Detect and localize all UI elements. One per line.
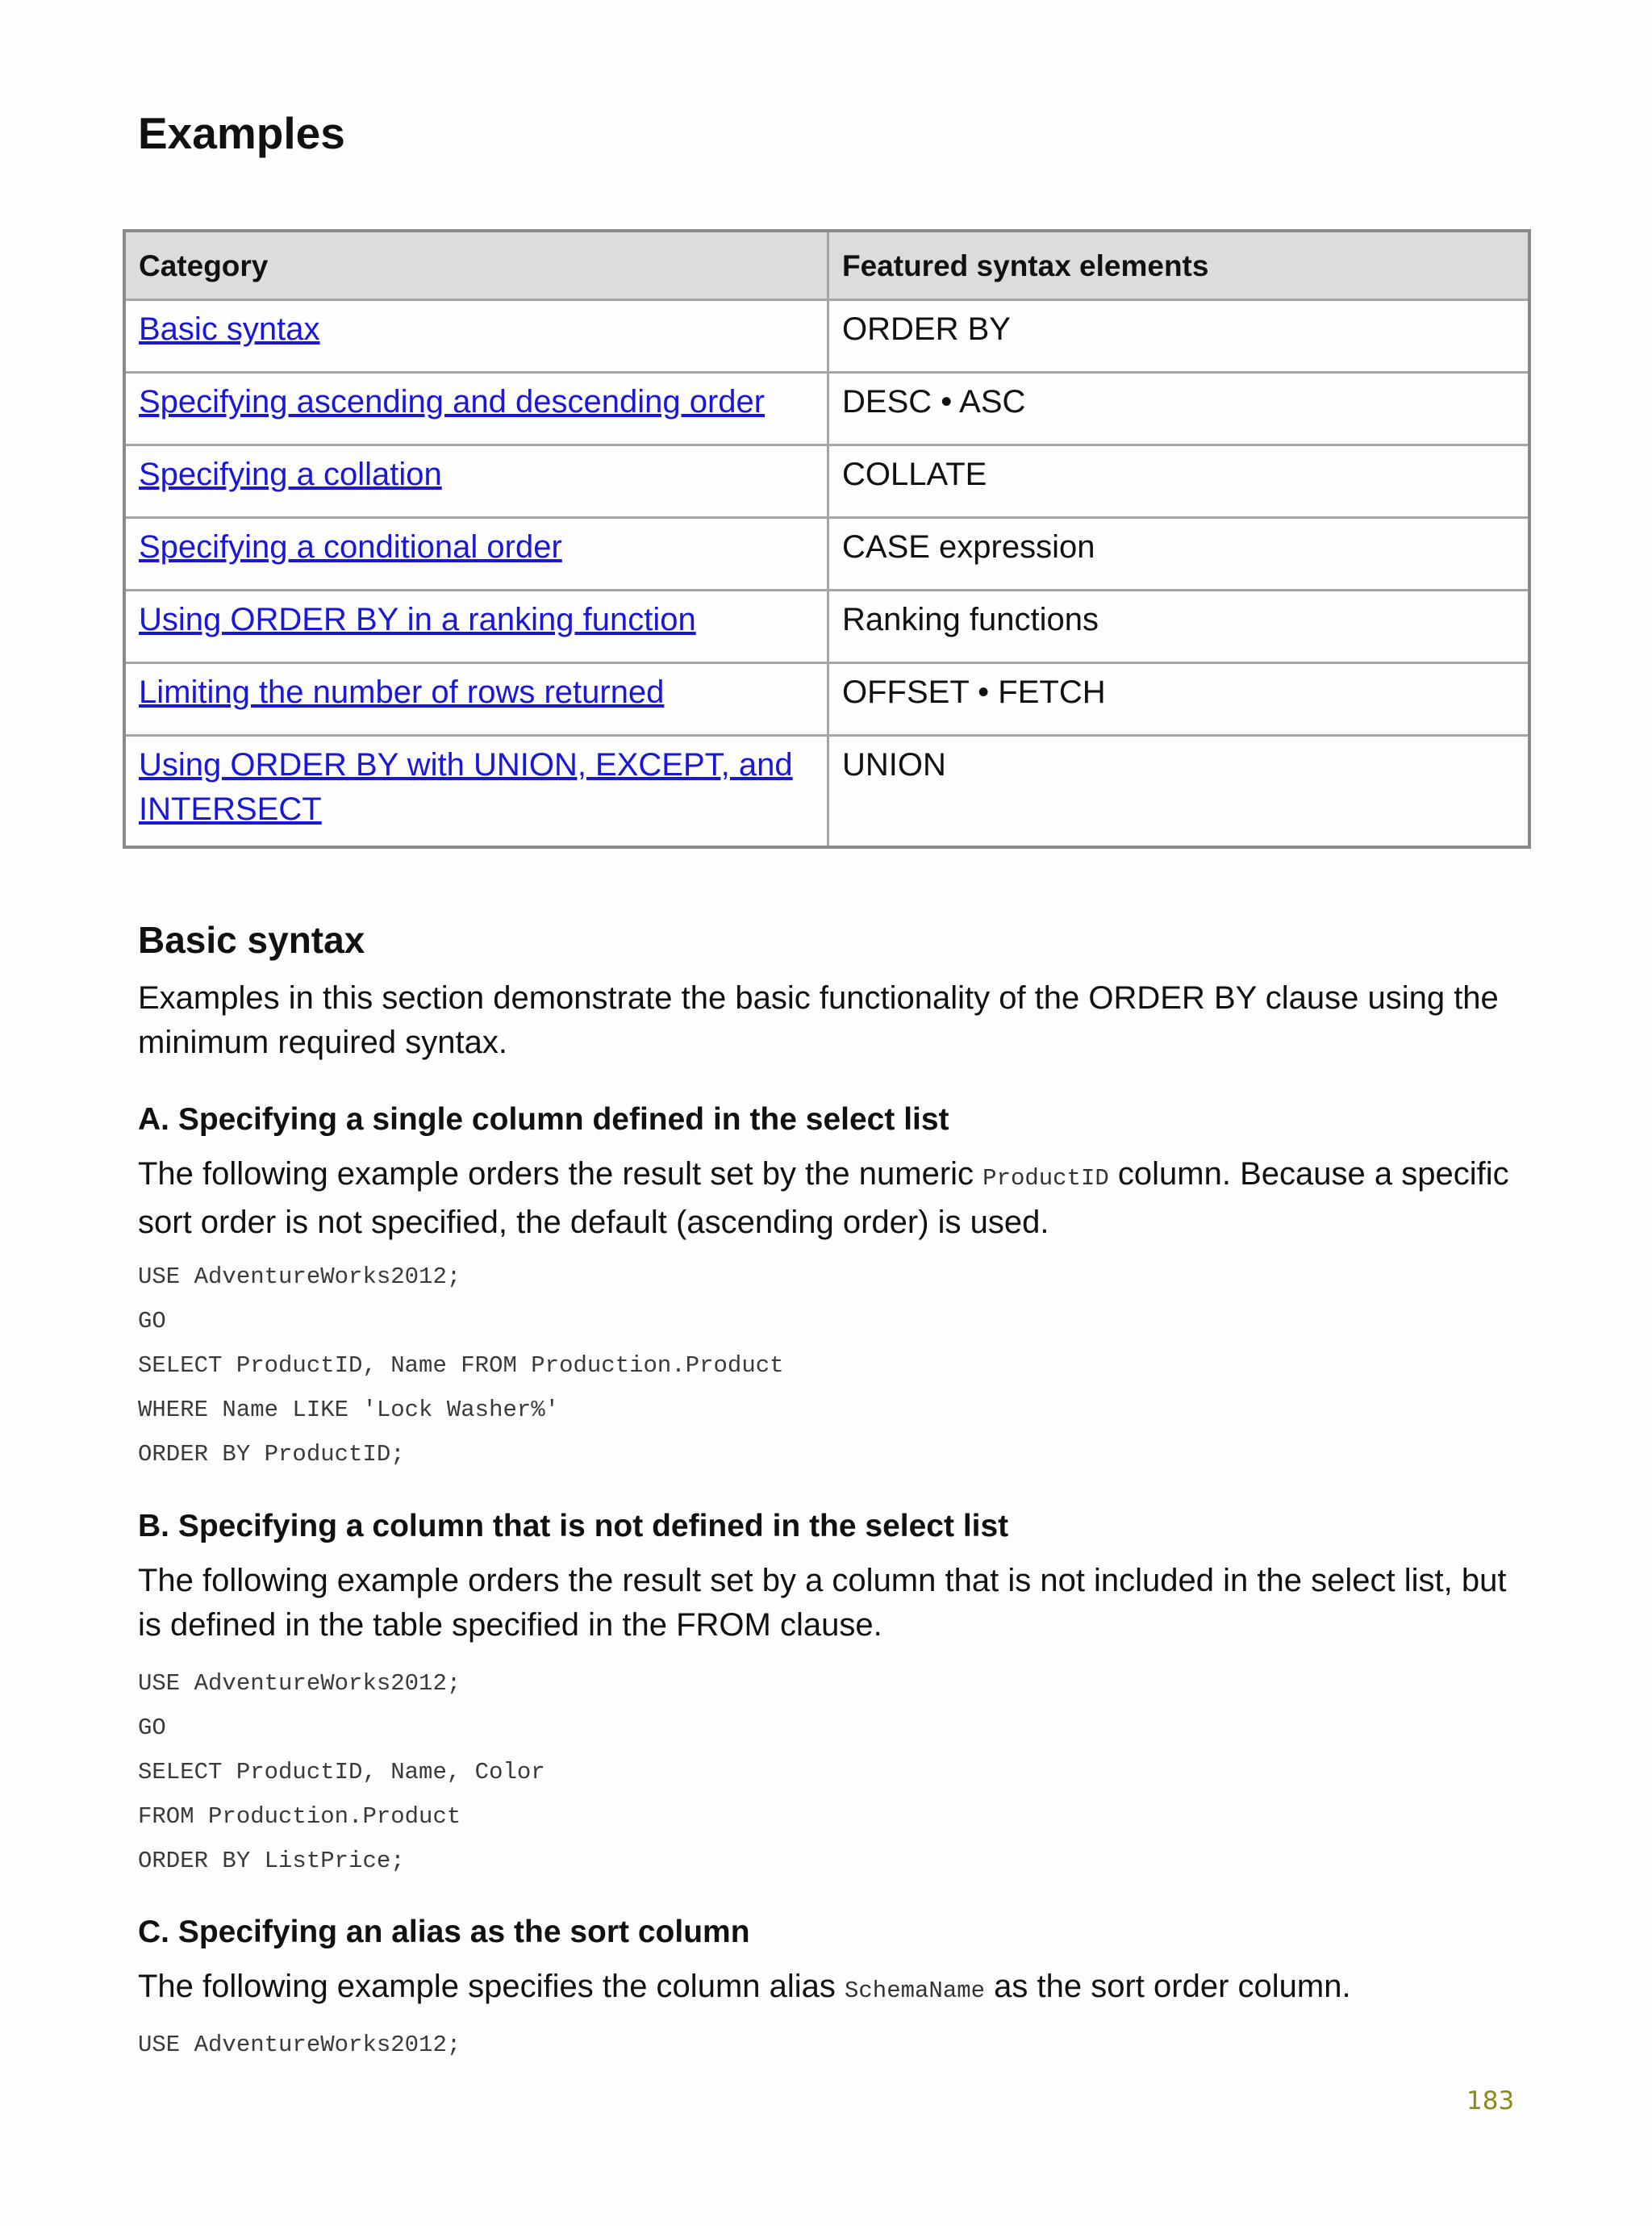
example-a-description — [138, 1152, 1525, 1245]
text-span: column. Because a specific sort order is not specified, the default (ascending order) is used. — [138, 1156, 1509, 1240]
inline-code: ProductID — [982, 1165, 1109, 1192]
page-title: Examples — [138, 108, 345, 158]
page-number: 183 — [1466, 2086, 1515, 2115]
example-c-description — [138, 1965, 1525, 2013]
link-basic-syntax[interactable]: Basic syntax — [139, 311, 320, 347]
table-cell: CASE expression — [828, 518, 1530, 591]
table-row — [124, 445, 1529, 518]
table-cell: DESC • ASC — [828, 373, 1530, 445]
link-ranking-function[interactable]: Using ORDER BY in a ranking function — [139, 602, 696, 637]
table-cell: COLLATE — [828, 445, 1530, 518]
inline-code: SchemaName — [845, 1978, 986, 2004]
link-conditional-order[interactable]: Specifying a conditional order — [139, 529, 562, 565]
table-cell: OFFSET • FETCH — [828, 663, 1530, 736]
table-row — [124, 518, 1529, 591]
table-row — [124, 663, 1529, 736]
text-span: The following example specifies the column alias — [138, 1969, 845, 2004]
header-featured-syntax: Featured syntax elements — [828, 231, 1530, 300]
code-line: USE AdventureWorks2012; — [138, 1263, 461, 1290]
example-c-title: C. Specifying an alias as the sort column — [138, 1915, 750, 1949]
section-title-basic-syntax: Basic syntax — [138, 919, 365, 961]
table-cell: Ranking functions — [828, 591, 1530, 663]
link-collation[interactable]: Specifying a collation — [139, 457, 442, 492]
header-category: Category — [124, 231, 828, 300]
code-line: ORDER BY ListPrice; — [138, 1848, 405, 1874]
example-b-title: B. Specifying a column that is not defined in the select list — [138, 1509, 1009, 1543]
examples-table — [123, 229, 1531, 849]
section-intro: Examples in this section demonstrate the basic functionality of the ORDER BY clause using the minimum required syntax. — [138, 980, 1499, 1060]
table-row — [124, 300, 1529, 373]
example-a-title: A. Specifying a single column defined in the select list — [138, 1102, 949, 1137]
table-row — [124, 736, 1529, 848]
table-header-row — [124, 231, 1529, 300]
code-line: WHERE Name LIKE 'Lock Washer%' — [138, 1397, 560, 1423]
text-span: as the sort order column. — [985, 1969, 1351, 2004]
link-ascending-descending[interactable]: Specifying ascending and descending order — [139, 384, 766, 420]
code-block-b — [138, 1661, 545, 1883]
table-row — [124, 591, 1529, 663]
code-line: FROM Production.Product — [138, 1803, 461, 1830]
code-block-c — [138, 2023, 461, 2067]
link-limiting-rows[interactable]: Limiting the number of rows returned — [139, 674, 665, 710]
table-row — [124, 373, 1529, 445]
code-line: GO — [138, 1714, 166, 1741]
table-cell: ORDER BY — [828, 300, 1530, 373]
code-line: GO — [138, 1308, 166, 1334]
text-span: The following example orders the result set by the numeric — [138, 1156, 983, 1192]
code-line: USE AdventureWorks2012; — [138, 2032, 461, 2058]
code-block-a — [138, 1255, 784, 1476]
table-cell: UNION — [828, 736, 1530, 848]
code-line: USE AdventureWorks2012; — [138, 1670, 461, 1697]
link-union-except-intersect[interactable]: Using ORDER BY with UNION, EXCEPT, and INTERSECT — [139, 747, 793, 827]
example-b-description: The following example orders the result set by a column that is not included in the select list, but is defined in the table specified in the FROM clause. — [138, 1563, 1507, 1643]
code-line: SELECT ProductID, Name, Color — [138, 1759, 545, 1785]
code-line: SELECT ProductID, Name FROM Production.Product — [138, 1352, 784, 1379]
code-line: ORDER BY ProductID; — [138, 1441, 405, 1468]
